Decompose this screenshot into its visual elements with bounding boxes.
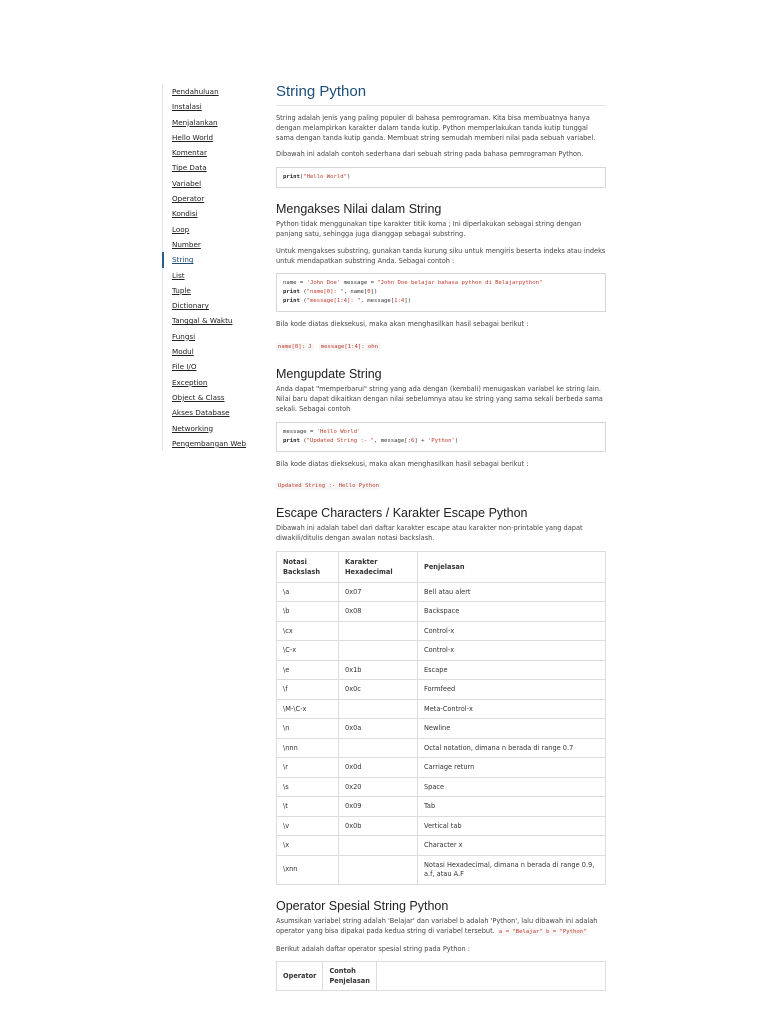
code-token: message = <box>283 428 317 435</box>
code-token: print <box>283 174 300 181</box>
sidebar-item[interactable]: Komentar <box>172 148 207 158</box>
table-cell: \e <box>277 660 339 680</box>
code-token: ] + <box>414 437 428 444</box>
column-header: Penjelasan <box>418 551 606 582</box>
sidebar-nav <box>162 84 257 451</box>
table-row <box>277 719 606 739</box>
table-row <box>277 660 606 680</box>
code-token: ( <box>299 289 307 296</box>
code-token: "Updated String :- " <box>306 437 374 444</box>
code-block-update <box>276 422 606 452</box>
code-token: "John Doe belajar bahasa python di Belajarpython" <box>377 280 543 287</box>
table-row <box>277 699 606 719</box>
code-token: 6 <box>411 437 415 444</box>
sidebar-item[interactable]: Number <box>172 239 201 249</box>
code-token: message = <box>340 280 378 287</box>
output-code: Updated String :- Hello Python <box>278 483 380 490</box>
output-code: message[1:4]: ohn <box>320 344 379 351</box>
code-token: 1:4 <box>394 298 405 305</box>
operator-table <box>276 961 606 991</box>
code-token: "name[0]: " <box>306 289 344 296</box>
operator-text: Asumsikan variabel string adalah 'Belajar' dan variabel b adalah 'Python', lalu dibawah ini adalah operator yang bisa dipakai pada kedua string di variabel tersebut. <box>276 916 598 935</box>
table-cell: 0x0a <box>339 719 418 739</box>
table-cell: \t <box>277 797 339 817</box>
page-title: String Python <box>276 80 606 106</box>
column-header <box>376 962 605 991</box>
header-line: Hexadecimal <box>345 567 393 576</box>
table-row <box>277 758 606 778</box>
table-cell <box>339 836 418 856</box>
table-row <box>277 855 606 884</box>
update-output <box>276 476 606 492</box>
table-cell: Carriage return <box>418 758 606 778</box>
code-token: , name[ <box>343 289 368 296</box>
akses-paragraph-1: Python tidak menggunakan tipe karakter titik koma ; Ini diperlakukan sebagai string dengan panjang satu, sehingga juga dianggap sebagai substring. <box>276 220 582 238</box>
table-cell: Space <box>418 777 606 797</box>
table-cell: \nnn <box>277 738 339 758</box>
main-content <box>276 80 606 991</box>
code-token: ]) <box>404 298 412 305</box>
sidebar-item[interactable]: Tuple <box>172 285 191 295</box>
code-token: print <box>283 289 300 296</box>
intro-paragraph: String adalah jenis yang paling populer di bahasa pemrograman. Kita bisa membuatnya hanya dengan melampirkan karakter dalam tanda kutip. Python memperlakukan tanda kutip tunggal sama dengan tanda kutip ganda. Membuat string semudah memberi nilai pada sebuah variabel. <box>276 114 596 142</box>
table-row <box>277 621 606 641</box>
table-row <box>277 680 606 700</box>
sidebar-item[interactable]: Hello World <box>172 132 214 142</box>
table-header-row <box>277 551 606 582</box>
code-token: "Hello World" <box>303 174 347 181</box>
table-cell: Backspace <box>418 602 606 622</box>
table-row <box>277 836 606 856</box>
table-cell: Meta-Control-x <box>418 699 606 719</box>
code-token: 'Python' <box>427 437 455 444</box>
operator-paragraph-1 <box>276 917 606 938</box>
column-header <box>277 551 339 582</box>
table-cell: Bell atau alert <box>418 582 606 602</box>
sidebar-item[interactable]: Instalasi <box>172 102 202 112</box>
sidebar-item[interactable]: File I/O <box>172 362 197 372</box>
column-header <box>323 962 377 991</box>
header-line: Notasi <box>283 557 307 566</box>
table-row <box>277 602 606 622</box>
table-cell: Tab <box>418 797 606 817</box>
table-cell: \C-x <box>277 641 339 661</box>
table-cell: 0x07 <box>339 582 418 602</box>
column-header: Operator <box>277 962 323 991</box>
sidebar-item[interactable]: Tipe Data <box>172 163 207 173</box>
sidebar-item[interactable]: Operator <box>172 194 205 204</box>
code-token: ) <box>347 174 351 181</box>
code-token: 'Hello World' <box>316 428 361 435</box>
table-cell: 0x0b <box>339 816 418 836</box>
code-token: ]) <box>370 289 378 296</box>
table-cell: \f <box>277 680 339 700</box>
table-cell: 0x08 <box>339 602 418 622</box>
table-cell: \b <box>277 602 339 622</box>
code-token: ( <box>299 174 304 181</box>
akses-paragraph-3: Bila kode diatas dieksekusi, maka akan menghasilkan hasil sebagai berikut : <box>276 320 529 329</box>
sidebar-item[interactable]: Modul <box>172 347 194 357</box>
table-cell <box>339 855 418 884</box>
header-line: Penjelasan <box>329 977 370 986</box>
table-cell: \M-\C-x <box>277 699 339 719</box>
table-cell: \cx <box>277 621 339 641</box>
code-token: , message[ <box>360 298 395 305</box>
update-paragraph-2: Bila kode diatas dieksekusi, maka akan menghasilkan hasil sebagai berikut : <box>276 459 529 468</box>
table-cell: \s <box>277 777 339 797</box>
sidebar-item[interactable]: Variabel <box>172 178 202 188</box>
sidebar-item[interactable]: Loop <box>172 224 190 234</box>
output-code: name[0]: J <box>278 344 312 351</box>
escape-paragraph: Dibawah ini adalah tabel dari daftar karakter escape atau karakter non-printable yang dapat diwakili/ditulis dengan awalan notasi backslash. <box>276 524 583 543</box>
table-row <box>277 797 606 817</box>
table-cell: Vertical tab <box>418 816 606 836</box>
table-cell: Newline <box>418 719 606 739</box>
code-token: "message[1:4]: " <box>306 298 361 305</box>
table-cell: Formfeed <box>418 680 606 700</box>
code-token: name = <box>283 280 307 287</box>
code-token: print <box>283 298 300 305</box>
table-cell: \x <box>277 836 339 856</box>
code-token: print <box>283 437 300 444</box>
akses-output <box>276 337 606 353</box>
table-cell: 0x09 <box>339 797 418 817</box>
table-cell: Character x <box>418 836 606 856</box>
table-cell <box>339 738 418 758</box>
section-heading-operator: Operator Spesial String Python <box>276 898 449 913</box>
section-heading-akses: Mengakses Nilai dalam String <box>276 202 442 217</box>
sidebar-item[interactable]: Akses Database <box>172 408 230 418</box>
table-cell: \xnn <box>277 855 339 884</box>
table-cell: 0x0c <box>339 680 418 700</box>
table-cell: \r <box>277 758 339 778</box>
sidebar-item[interactable]: String <box>162 252 257 267</box>
sidebar-item[interactable]: Pendahuluan <box>172 87 219 96</box>
sidebar-item[interactable]: Kondisi <box>172 209 198 219</box>
section-heading-escape: Escape Characters / Karakter Escape Python <box>276 506 528 521</box>
code-token: ( <box>299 298 307 305</box>
code-block-akses <box>276 273 606 312</box>
table-cell: Control-x <box>418 641 606 661</box>
code-token: , message[: <box>373 437 411 444</box>
sidebar-item[interactable]: List <box>172 270 185 280</box>
table-cell <box>339 641 418 661</box>
akses-paragraph-2: Untuk mengakses substring, gunakan tanda kurung siku untuk mengiris beserta indeks atau indeks untuk mendapatkan substring Anda. Sebagai contoh : <box>276 246 606 265</box>
escape-table <box>276 551 606 885</box>
code-token: ) <box>454 437 459 444</box>
table-cell: Octal notation, dimana n berada di range 0.7 <box>418 738 606 758</box>
table-row <box>277 777 606 797</box>
table-cell: 0x1b <box>339 660 418 680</box>
table-cell: \v <box>277 816 339 836</box>
code-block-hello <box>276 167 606 188</box>
update-paragraph-1: Anda dapat "memperbarui" string yang ada dengan (kembali) menugaskan variabel ke string lain. Nilai baru dapat dikaitkan dengan nilai sebelumnya atau ke string yang sama sekali berbeda sama sekali. Sebagai contoh <box>276 385 603 413</box>
sidebar-item[interactable]: Tanggal & Waktu <box>172 316 233 326</box>
header-line: Karakter <box>345 557 378 566</box>
section-heading-update: Mengupdate String <box>276 367 382 382</box>
sidebar-item[interactable]: Object & Class <box>172 392 225 402</box>
sidebar-item[interactable]: Fungsi <box>172 331 196 341</box>
table-row <box>277 738 606 758</box>
code-token: 'John Doe' <box>306 280 341 287</box>
intro-paragraph-2: Dibawah ini adalah contoh sederhana dari sebuah string pada bahasa pemrograman Python. <box>276 150 584 159</box>
table-row <box>277 641 606 661</box>
code-token: 0 <box>367 289 371 296</box>
table-cell <box>339 621 418 641</box>
code-token: ( <box>299 437 307 444</box>
inline-code: a = "Belajar" b = "Python" <box>498 928 587 935</box>
table-cell: \n <box>277 719 339 739</box>
operator-paragraph-2: Berikut adalah daftar operator spesial string pada Python : <box>276 944 470 953</box>
table-row <box>277 582 606 602</box>
table-cell: Escape <box>418 660 606 680</box>
header-line: Backslash <box>283 567 321 576</box>
table-header-row <box>277 962 606 991</box>
column-header <box>339 551 418 582</box>
table-cell: Notasi Hexadecimal, dimana n berada di range 0.9, a.f, atau A.F <box>418 855 606 884</box>
table-row <box>277 816 606 836</box>
header-line: Contoh <box>329 967 356 976</box>
table-cell: Control-x <box>418 621 606 641</box>
sidebar-item[interactable]: Exception <box>172 377 208 387</box>
table-cell: 0x20 <box>339 777 418 797</box>
sidebar-item[interactable]: Menjalankan <box>172 117 218 127</box>
table-cell <box>339 699 418 719</box>
table-cell: \a <box>277 582 339 602</box>
sidebar-item[interactable]: Dictionary <box>172 301 209 311</box>
table-cell: 0x0d <box>339 758 418 778</box>
sidebar-item[interactable]: Networking <box>172 423 214 433</box>
sidebar-item[interactable]: Pengembangan Web <box>172 438 247 448</box>
